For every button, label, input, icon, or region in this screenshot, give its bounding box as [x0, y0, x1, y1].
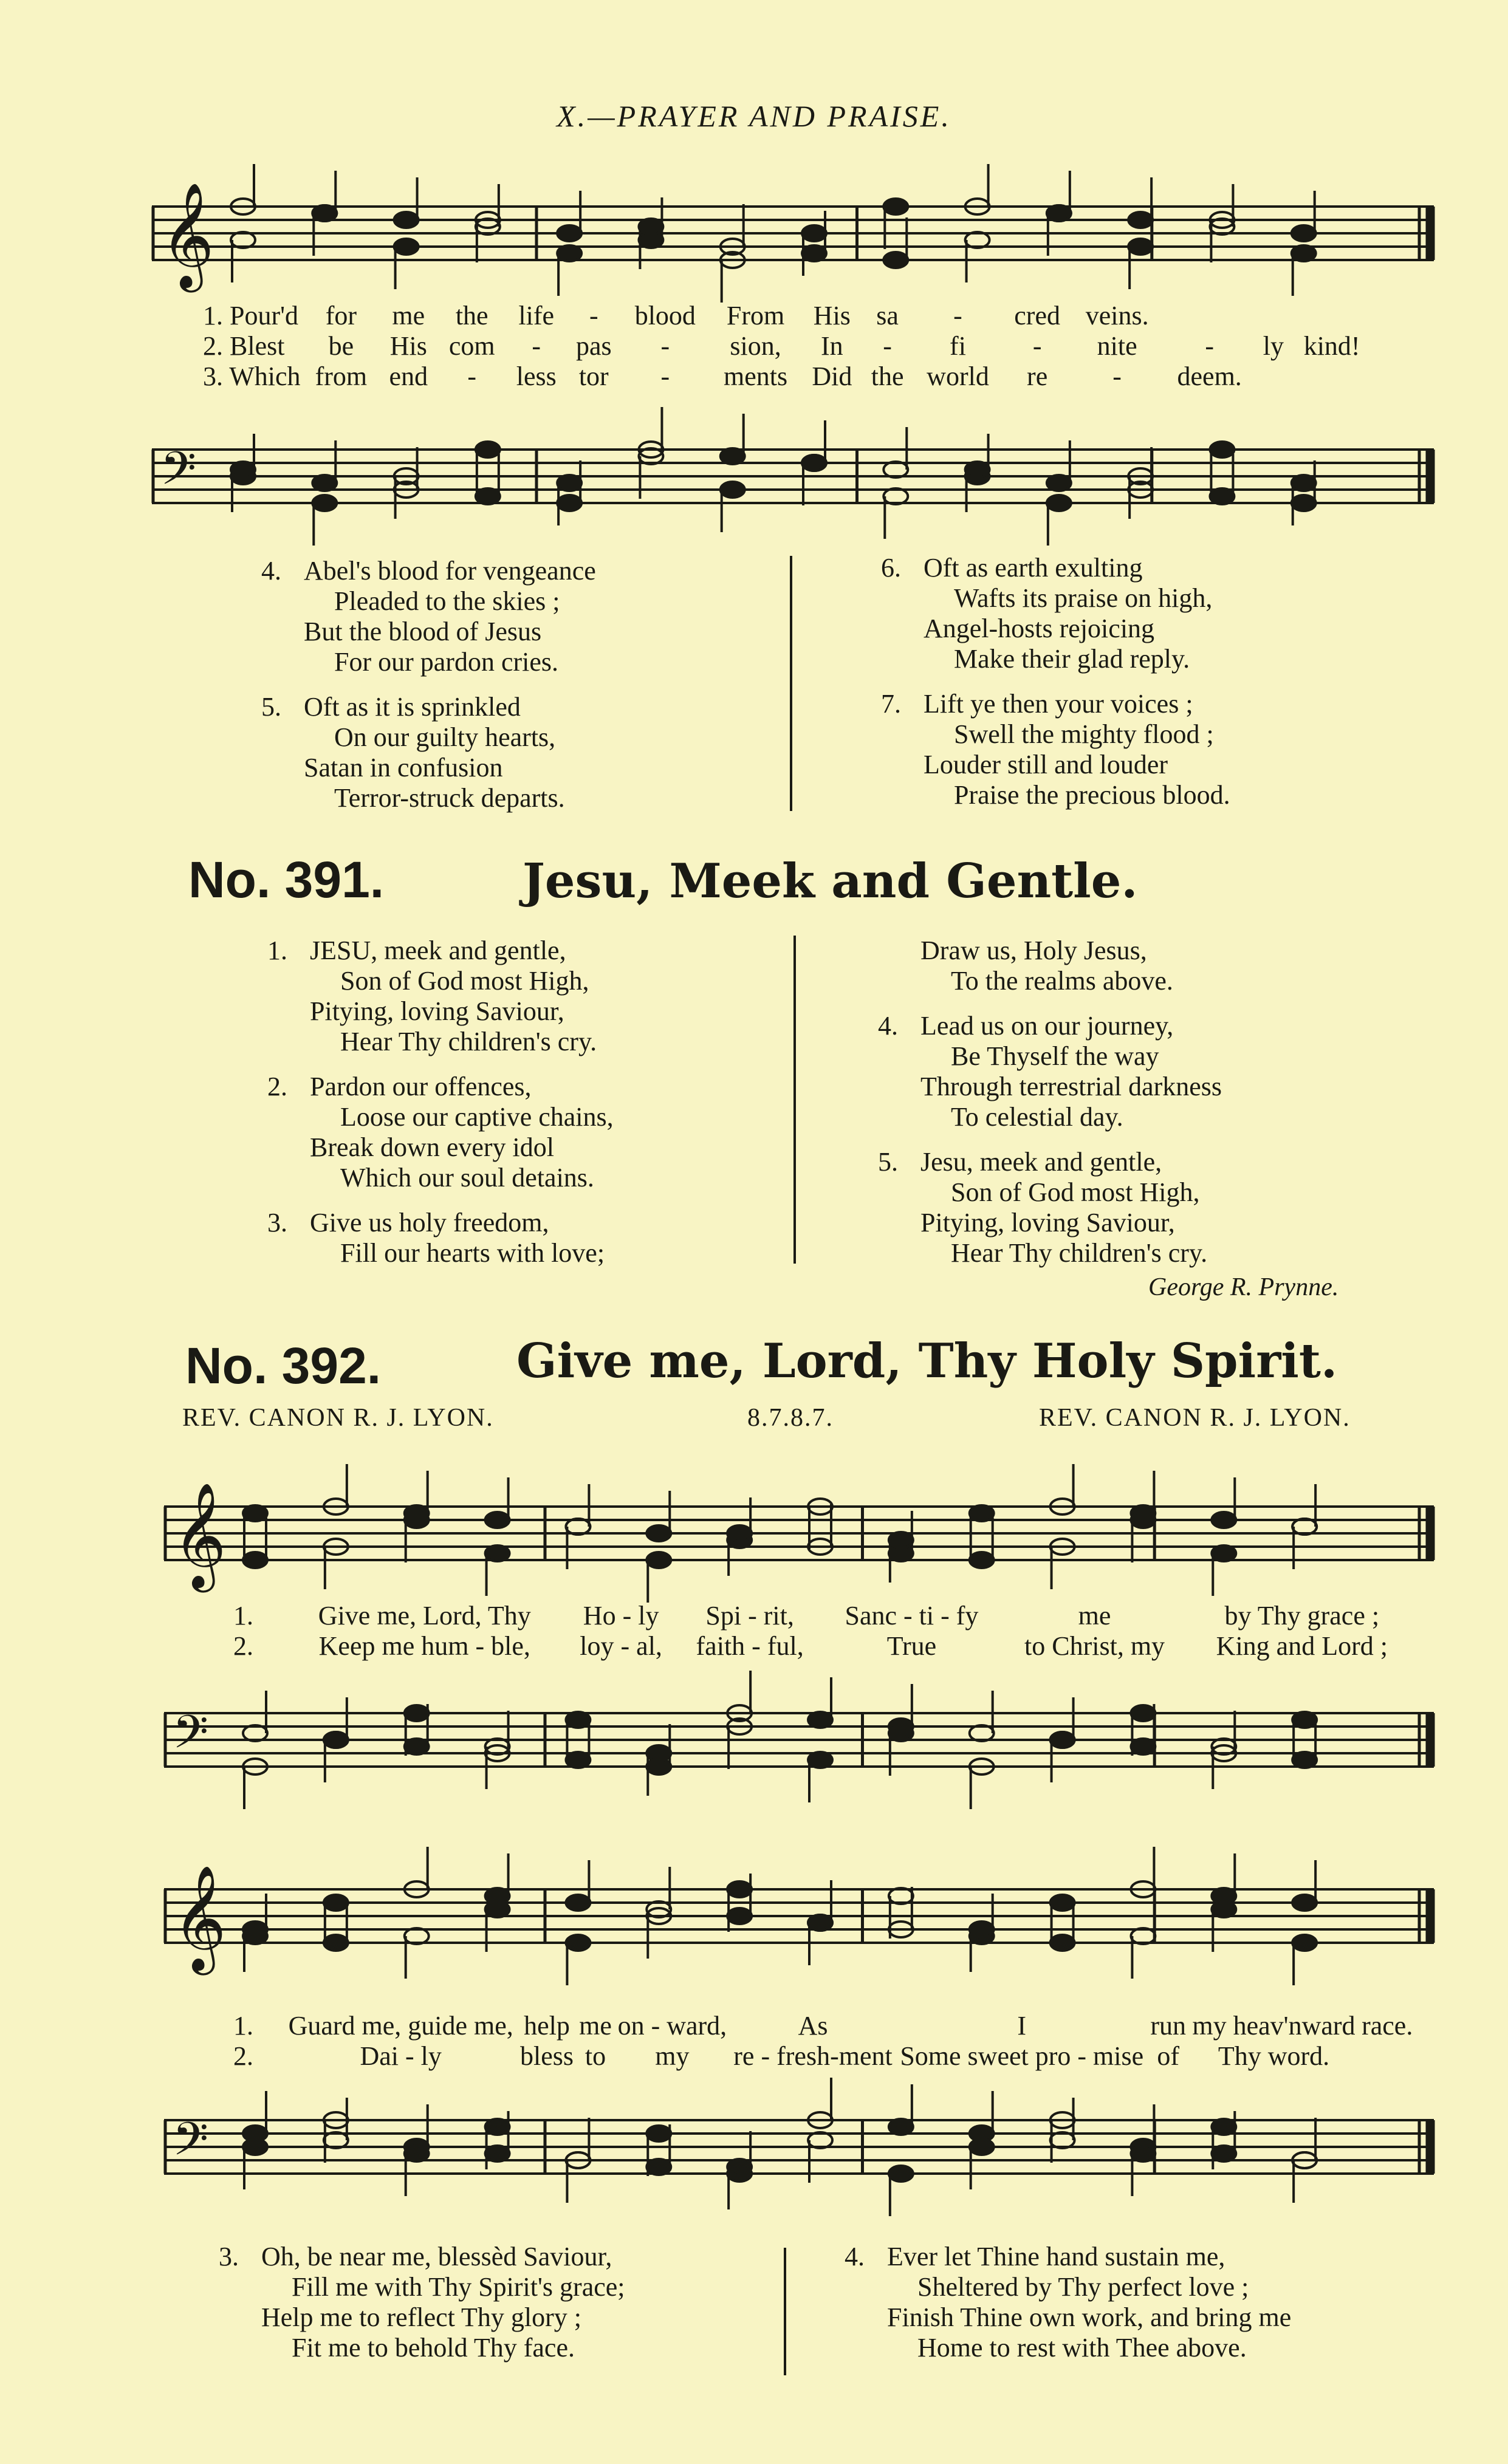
- lyric-row: [231, 2011, 1416, 2041]
- lyric-syllable: -: [467, 361, 477, 391]
- lyric-syllable: re: [1027, 361, 1048, 391]
- lyrics-392b: [231, 2011, 1416, 2072]
- note-head: [646, 2159, 671, 2175]
- verse: [267, 1072, 614, 1193]
- note-head: [405, 1512, 429, 1528]
- column-divider: [793, 936, 796, 1264]
- note-head: [965, 462, 990, 477]
- lyric-syllable: -: [953, 301, 962, 330]
- note-head: [485, 1901, 510, 1917]
- verse: [261, 556, 596, 677]
- hymn-391-author: George R. Prynne.: [1148, 1273, 1339, 1301]
- verse-line: Praise the precious blood.: [954, 780, 1230, 810]
- note-head: [883, 252, 908, 268]
- note-head: [1292, 1935, 1317, 1951]
- verse-line: But the blood of Jesus: [304, 617, 542, 646]
- verse-line: Abel's blood for vengeance: [304, 556, 596, 586]
- verse-number: 5.: [261, 692, 281, 722]
- lyric-syllable: Some sweet pro - mise: [900, 2041, 1144, 2071]
- verse-line: Oh, be near me, blessèd Saviour,: [261, 2242, 612, 2271]
- note-head: [1212, 1901, 1236, 1917]
- lyric-syllable: -: [532, 331, 541, 361]
- lyric-syllable: -: [660, 331, 670, 361]
- note-head: [802, 245, 826, 261]
- verse-line: Wafts its praise on high,: [954, 583, 1213, 613]
- note-head: [646, 1745, 671, 1761]
- bass-staff-392b: [164, 2096, 1434, 2205]
- verse-line: Fit me to behold Thy face.: [292, 2333, 575, 2363]
- verse: [920, 936, 1173, 996]
- verse-line: Loose our captive chains,: [340, 1102, 614, 1132]
- verse-number: 3.: [267, 1208, 287, 1237]
- note-head: [970, 1552, 994, 1568]
- note-head: [476, 442, 500, 457]
- note-head: [1047, 475, 1071, 491]
- column-divider: [784, 2248, 786, 2375]
- lyric-syllable: deem.: [1177, 361, 1242, 391]
- note-head: [808, 1712, 832, 1728]
- lyric-row: [200, 301, 1373, 331]
- note-head: [1292, 1895, 1317, 1911]
- lyric-syllable: -: [1032, 331, 1042, 361]
- lyric-syllable: veins.: [1085, 301, 1149, 330]
- verse-number: 4.: [261, 556, 281, 586]
- note-head: [324, 1732, 348, 1748]
- lyric-syllable: race.: [1362, 2011, 1413, 2041]
- note-head: [1050, 1732, 1075, 1748]
- verse-line: Which our soul detains.: [340, 1163, 594, 1193]
- lyric-syllable: From: [726, 301, 785, 330]
- verse-line: Hear Thy children's cry.: [951, 1238, 1208, 1268]
- lyric-syllable: King and Lord ;: [1216, 1631, 1388, 1661]
- note-head: [485, 2119, 510, 2135]
- lyric-syllable: the: [871, 361, 904, 391]
- lyric-syllable: my: [655, 2041, 690, 2071]
- lyric-syllable: life: [518, 301, 555, 330]
- note-head: [1210, 442, 1234, 457]
- note-head: [485, 1545, 510, 1561]
- verse-line: Hear Thy children's cry.: [340, 1027, 597, 1056]
- note-head: [889, 1532, 913, 1548]
- lyric-row: [200, 331, 1373, 361]
- verse-line: Lift ye then your voices ;: [924, 689, 1193, 719]
- verse: [881, 689, 1230, 810]
- lyric-syllable: faith - ful,: [696, 1631, 804, 1661]
- note-head: [889, 2119, 913, 2135]
- note-head: [970, 2139, 994, 2155]
- note-head: [1131, 1512, 1155, 1528]
- note-head: [243, 2139, 267, 2155]
- note-head: [394, 239, 419, 255]
- treble-staff-392b: [164, 1865, 1434, 1974]
- lyric-syllable: ments: [724, 361, 788, 391]
- lyric-syllable: -: [589, 301, 598, 330]
- verse-number: 4.: [878, 1011, 898, 1041]
- lyric-syllable: to Christ, my: [1024, 1631, 1165, 1661]
- note-head: [727, 1525, 752, 1541]
- lyric-syllable: Give me, Lord, Thy: [318, 1601, 531, 1631]
- lyric-syllable: I: [1017, 2011, 1027, 2041]
- bass-staff-392a: [164, 1689, 1434, 1798]
- note-head: [405, 1739, 429, 1754]
- lyric-syllable: blood: [634, 301, 696, 330]
- lyric-syllable: sion,: [730, 331, 781, 361]
- verse-line: Finish Thine own work, and bring me: [887, 2302, 1292, 2332]
- verse-line: Give us holy freedom,: [310, 1208, 549, 1237]
- clef-icon: 𝄢: [173, 1705, 209, 1770]
- lyric-syllable: Keep me hum - ble,: [318, 1631, 530, 1661]
- lyric-syllable: world: [927, 361, 989, 391]
- lyric-row: [231, 1631, 1416, 1661]
- bass-staff-prev: [152, 425, 1434, 535]
- lyric-syllable: from: [315, 361, 368, 391]
- verse-number: 1.: [267, 936, 287, 965]
- note-head: [1212, 1512, 1236, 1528]
- note-head: [1131, 2146, 1155, 2161]
- lyric-syllable: help: [524, 2011, 570, 2041]
- note-head: [243, 1922, 267, 1937]
- note-head: [1050, 1935, 1075, 1951]
- lyric-syllable: 2. Blest: [203, 331, 285, 361]
- note-head: [405, 1705, 429, 1721]
- lyric-syllable: In: [821, 331, 843, 361]
- verse-line: JESU, meek and gentle,: [310, 936, 566, 965]
- lyric-syllable: Sanc - ti - fy: [845, 1601, 979, 1631]
- lyric-syllable: me: [392, 301, 425, 330]
- lyric-syllable: pas: [575, 331, 612, 361]
- hymn-392-number: No. 392.: [185, 1337, 382, 1394]
- verse-line: Draw us, Holy Jesus,: [920, 936, 1147, 965]
- verse-line: To celestial day.: [951, 1102, 1123, 1132]
- verse-line: Fill our hearts with love;: [340, 1238, 605, 1268]
- lyric-syllable: True: [886, 1631, 937, 1661]
- verse: [219, 2242, 625, 2363]
- lyrics-392a: [231, 1601, 1416, 1661]
- note-head: [1131, 1739, 1155, 1754]
- lyric-syllable: less: [516, 361, 557, 391]
- verse-line: Pardon our offences,: [310, 1072, 532, 1101]
- note-head: [557, 245, 581, 261]
- verse-line: Pleaded to the skies ;: [334, 586, 560, 616]
- lyric-syllable: the: [455, 301, 488, 330]
- note-head: [1212, 2146, 1236, 2161]
- hymn-391-number: No. 391.: [188, 851, 385, 908]
- note-head: [1212, 2119, 1236, 2135]
- lyric-syllable: kind!: [1303, 331, 1360, 361]
- verse-line: Make their glad reply.: [954, 644, 1190, 674]
- note-head: [721, 448, 745, 464]
- verse-line: Oft as it is sprinkled: [304, 692, 521, 722]
- lyric-syllable: me: [579, 2011, 612, 2041]
- note-head: [1292, 1712, 1317, 1728]
- note-head: [557, 225, 581, 241]
- note-head: [1292, 495, 1316, 511]
- verse-line: Satan in confusion: [304, 753, 503, 782]
- note-head: [1128, 239, 1153, 255]
- lyric-syllable: Dai - ly: [360, 2041, 442, 2071]
- lyric-syllable: 3. Which: [203, 361, 301, 391]
- note-head: [1210, 488, 1234, 504]
- note-head: [485, 1512, 510, 1528]
- verse-line: Terror-struck departs.: [334, 783, 565, 813]
- verse-line: Son of God most High,: [951, 1177, 1200, 1207]
- clef-icon: 𝄢: [160, 442, 197, 507]
- note-head: [727, 1881, 752, 1897]
- lyric-row: [231, 2041, 1416, 2072]
- lyric-row: [231, 1601, 1416, 1631]
- treble-staff-392a: [164, 1482, 1434, 1592]
- verse-line: Swell the mighty flood ;: [954, 719, 1214, 749]
- note-head: [243, 1505, 267, 1521]
- page-header: X.—PRAYER AND PRAISE.: [557, 99, 951, 133]
- verse-number: 2.: [267, 1072, 287, 1101]
- note-head: [405, 2146, 429, 2161]
- hymn-392-title: Give me, Lord, Thy Holy Spirit.: [516, 1333, 1338, 1389]
- note-head: [312, 475, 337, 491]
- verse-line: Pitying, loving Saviour,: [310, 996, 564, 1026]
- note-head: [1128, 212, 1153, 228]
- note-head: [808, 1915, 832, 1931]
- clef-icon: 𝄞: [160, 182, 214, 288]
- lyric-syllable: nite: [1097, 331, 1137, 361]
- verse: [267, 1208, 605, 1268]
- note-head: [312, 205, 337, 221]
- note-head: [808, 1752, 832, 1768]
- lyric-syllable: 2.: [233, 2041, 253, 2071]
- note-head: [721, 482, 745, 498]
- note-head: [802, 455, 826, 471]
- note-head: [1292, 245, 1316, 261]
- lyric-syllable: -: [1205, 331, 1214, 361]
- lyric-syllable: As: [798, 2011, 828, 2041]
- verse-line: Son of God most High,: [340, 966, 589, 996]
- lyric-syllable: end: [389, 361, 428, 391]
- note-head: [324, 1935, 348, 1951]
- lyric-syllable: Did: [812, 361, 852, 391]
- clef-icon: 𝄞: [173, 1482, 227, 1588]
- clef-icon: 𝄞: [173, 1865, 227, 1971]
- lyric-syllable: on - ward,: [617, 2011, 727, 2041]
- lyric-syllable: be: [328, 331, 354, 361]
- verse-line: For our pardon cries.: [334, 647, 559, 677]
- lyric-syllable: Thy word.: [1218, 2041, 1330, 2071]
- note-head: [883, 199, 908, 214]
- note-head: [557, 475, 581, 491]
- note-head: [639, 219, 663, 234]
- verse-number: 3.: [219, 2242, 239, 2271]
- lyric-syllable: tor: [578, 361, 609, 391]
- verse-line: Pitying, loving Saviour,: [920, 1208, 1175, 1237]
- lyric-syllable: ly: [1263, 331, 1284, 361]
- note-head: [1212, 1545, 1236, 1561]
- note-head: [646, 1525, 671, 1541]
- lyric-syllable: of: [1157, 2041, 1180, 2071]
- note-head: [1050, 1895, 1075, 1911]
- note-head: [1292, 225, 1316, 241]
- verse: [878, 1147, 1208, 1268]
- verse-number: 5.: [878, 1147, 898, 1177]
- verse-line: Ever let Thine hand sustain me,: [887, 2242, 1225, 2271]
- lyric-syllable: 2.: [233, 1631, 253, 1661]
- verse-line: Through terrestrial darkness: [920, 1072, 1222, 1101]
- note-head: [802, 225, 826, 241]
- lyric-syllable: re - fresh-ment: [733, 2041, 893, 2071]
- lyric-syllable: cred: [1014, 301, 1060, 330]
- lyric-syllable: Ho - ly: [583, 1601, 659, 1631]
- note-head: [1047, 495, 1071, 511]
- note-head: [566, 1712, 590, 1728]
- verse-line: Jesu, meek and gentle,: [920, 1147, 1162, 1177]
- verse-number: 7.: [881, 689, 901, 719]
- lyric-syllable: to: [584, 2041, 606, 2071]
- verse-line: Break down every idol: [310, 1132, 554, 1162]
- note-head: [485, 2146, 510, 2161]
- lyric-syllable: His: [389, 331, 427, 361]
- hymn-392-author: REV. CANON R. J. LYON.: [1039, 1404, 1351, 1432]
- note-head: [727, 1908, 752, 1924]
- note-head: [1047, 205, 1071, 221]
- lyric-syllable: Spi - rit,: [705, 1601, 794, 1631]
- lyric-syllable: for: [325, 301, 357, 330]
- note-head: [970, 1922, 994, 1937]
- verse: [261, 692, 565, 813]
- note-head: [646, 1552, 671, 1568]
- note-head: [231, 462, 255, 477]
- lyric-syllable: run: [1150, 2011, 1187, 2041]
- verse-line: On our guilty hearts,: [334, 722, 556, 752]
- lyric-syllable: Guard me, guide me,: [288, 2011, 513, 2041]
- note-head: [312, 495, 337, 511]
- note-head: [970, 1505, 994, 1521]
- note-head: [646, 2126, 671, 2141]
- lyric-syllable: me: [1078, 1601, 1111, 1631]
- note-head: [889, 2166, 913, 2182]
- verse: [267, 936, 597, 1057]
- verse-number: 4.: [845, 2242, 865, 2271]
- verse-line: Angel-hosts rejoicing: [924, 614, 1155, 643]
- lyrics-prev: [200, 301, 1373, 392]
- note-head: [889, 1725, 913, 1741]
- note-head: [1292, 475, 1316, 491]
- lyric-syllable: com: [448, 331, 495, 361]
- verse-line: Oft as earth exulting: [924, 553, 1143, 583]
- note-head: [324, 1895, 348, 1911]
- hymn-392-composer: REV. CANON R. J. LYON.: [182, 1404, 494, 1432]
- note-head: [557, 495, 581, 511]
- lyric-syllable: bless: [520, 2041, 574, 2071]
- note-head: [566, 1935, 590, 1951]
- lyric-row: [200, 361, 1373, 392]
- lyric-syllable: 1.: [233, 2011, 253, 2041]
- column-divider: [790, 556, 792, 811]
- lyric-syllable: 1.: [233, 1601, 253, 1631]
- hymn-391-title: Jesu, Meek and Gentle.: [523, 854, 1138, 909]
- lyric-syllable: by Thy grace ;: [1224, 1601, 1380, 1631]
- verse-line: To the realms above.: [951, 966, 1173, 996]
- note-head: [566, 1752, 590, 1768]
- note-head: [394, 212, 419, 228]
- verse-number: 6.: [881, 553, 901, 583]
- lyric-syllable: His: [813, 301, 851, 330]
- lyric-syllable: -: [1112, 361, 1122, 391]
- lyric-syllable: -: [883, 331, 892, 361]
- lyric-syllable: sa: [876, 301, 899, 330]
- verse: [878, 1011, 1222, 1132]
- hymn-392-meter: 8.7.8.7.: [747, 1404, 834, 1432]
- lyric-syllable: -: [660, 361, 670, 391]
- lyric-syllable: loy - al,: [580, 1631, 662, 1661]
- verse-line: Fill me with Thy Spirit's grace;: [292, 2272, 625, 2302]
- note-head: [727, 2159, 752, 2175]
- note-head: [476, 488, 500, 504]
- verse-line: Lead us on our journey,: [920, 1011, 1174, 1041]
- verse-line: Help me to reflect Thy glory ;: [261, 2302, 582, 2332]
- lyric-syllable: fi: [950, 331, 966, 361]
- verse-line: Be Thyself the way: [951, 1041, 1159, 1071]
- note-head: [1292, 1752, 1317, 1768]
- note-head: [566, 1895, 590, 1911]
- lyric-syllable: 1. Pour'd: [203, 301, 299, 330]
- note-head: [243, 1552, 267, 1568]
- verse: [845, 2242, 1292, 2363]
- treble-staff-prev: [152, 182, 1434, 292]
- note-head: [1131, 1705, 1155, 1721]
- verse-line: Louder still and louder: [924, 750, 1168, 779]
- verse: [881, 553, 1213, 674]
- lyric-syllable: my heav'nward: [1192, 2011, 1355, 2041]
- verse-line: Home to rest with Thee above.: [917, 2333, 1247, 2363]
- clef-icon: 𝄢: [173, 2112, 209, 2177]
- verse-line: Sheltered by Thy perfect love ;: [917, 2272, 1249, 2302]
